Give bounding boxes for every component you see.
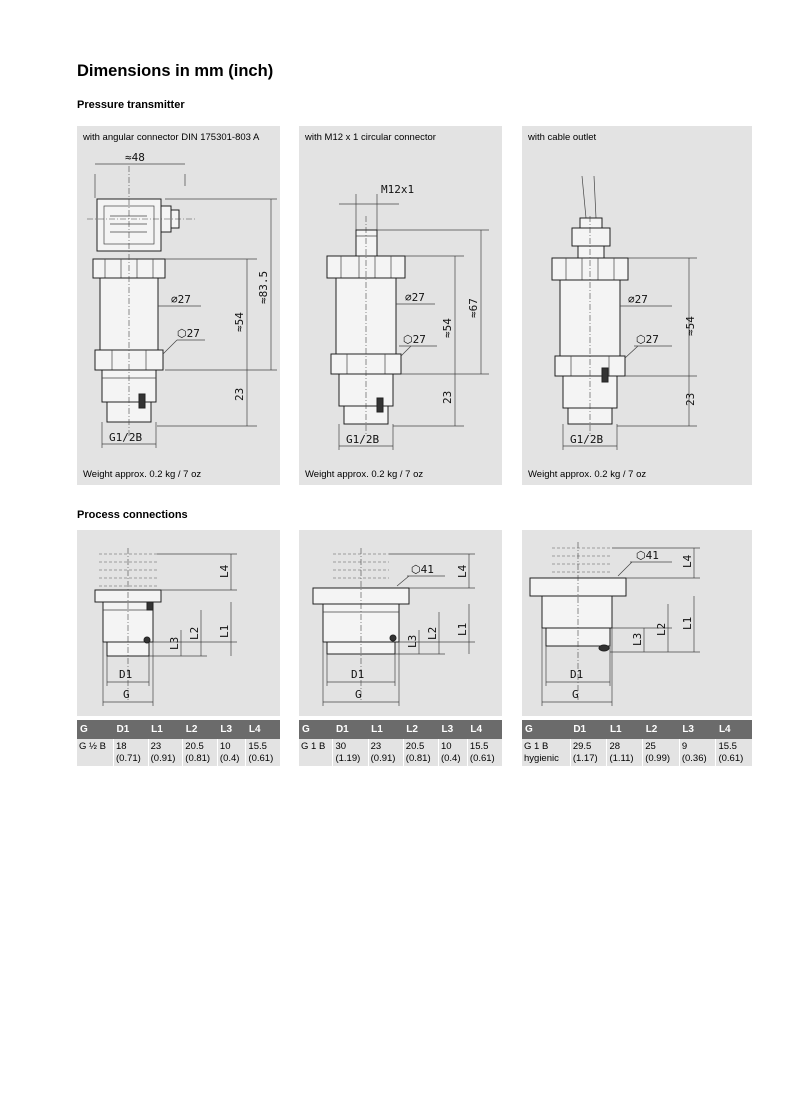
dim-h1-label: ≈54 [684, 316, 697, 336]
label-d1: D1 [570, 668, 584, 681]
label-l2: L2 [426, 626, 439, 640]
transmitter-panel-angular-connector [77, 126, 280, 485]
table-header-row [299, 720, 502, 739]
process-connection-table-1 [77, 720, 280, 766]
col-header-l4: L4 [467, 720, 502, 739]
dim-h1-label: ≈54 [233, 312, 246, 332]
cable-outlet-drawing [522, 126, 752, 485]
label-l4: L4 [681, 554, 694, 568]
dim-hex-label: ⬡27 [636, 333, 659, 346]
panel-caption: with M12 x 1 circular connector [305, 132, 436, 143]
col-header-l2: L2 [403, 720, 438, 739]
cell-l2: 20.5 (0.81) [403, 739, 438, 766]
label-hex: ⬡41 [411, 563, 434, 576]
col-header-g: G [299, 720, 333, 739]
col-header-g: G [77, 720, 114, 739]
dim-thread-label: G1/2B [109, 431, 143, 444]
angular-connector-drawing [77, 126, 280, 485]
col-header-d1: D1 [570, 720, 607, 739]
dim-h2-label: ≈83.5 [257, 270, 270, 304]
weight-text: Weight approx. 0.2 kg / 7 oz [528, 469, 647, 480]
cell-l1: 23 (0.91) [368, 739, 403, 766]
col-header-l1: L1 [148, 720, 183, 739]
cell-d1: 30 (1.19) [333, 739, 368, 766]
section-heading-pressure-transmitter: Pressure transmitter [77, 99, 185, 111]
dim-h1-label: ≈54 [441, 318, 454, 338]
dim-diameter-label: ⌀27 [405, 291, 425, 304]
cell-l2: 25 (0.99) [643, 739, 680, 766]
table-header-row [522, 720, 752, 739]
dim-hex-label: ⬡27 [403, 333, 426, 346]
table-row [299, 739, 502, 766]
label-hex: ⬡41 [636, 549, 659, 562]
cell-d1: 29.5 (1.17) [570, 739, 607, 766]
process-connection-table-2 [299, 720, 502, 766]
panel-caption: with angular connector DIN 175301-803 A [83, 132, 260, 143]
cell-l2: 20.5 (0.81) [183, 739, 218, 766]
m12-connector-drawing [299, 126, 502, 485]
label-l3: L3 [406, 634, 419, 648]
cell-l4: 15.5 (0.61) [246, 739, 280, 766]
cell-l1: 23 (0.91) [148, 739, 183, 766]
cell-l4: 15.5 (0.61) [467, 739, 502, 766]
label-l1: L1 [456, 622, 469, 636]
label-l2: L2 [188, 626, 201, 640]
process-connection-3-svg [522, 530, 752, 716]
label-d1: D1 [351, 668, 365, 681]
process-connection-drawing-1 [77, 530, 280, 716]
weight-text: Weight approx. 0.2 kg / 7 oz [83, 469, 202, 480]
process-connection-2-svg [299, 530, 502, 716]
col-header-d1: D1 [114, 720, 149, 739]
page-title: Dimensions in mm (inch) [77, 62, 274, 80]
dim-h3-label: 23 [684, 392, 697, 406]
dim-diameter-label: ⌀27 [171, 293, 191, 306]
label-l2: L2 [655, 622, 668, 636]
dim-hex-label: ⬡27 [177, 327, 200, 340]
label-g: G [572, 688, 579, 701]
label-l4: L4 [218, 564, 231, 578]
col-header-l4: L4 [246, 720, 280, 739]
col-header-l3: L3 [438, 720, 467, 739]
dim-width-label: ≈48 [125, 151, 145, 164]
process-connection-table-3 [522, 720, 752, 766]
label-l1: L1 [681, 616, 694, 630]
transmitter-panel-cable-outlet [522, 126, 752, 485]
label-d1: D1 [119, 668, 133, 681]
label-g: G [123, 688, 130, 701]
dim-h3-label: 23 [441, 390, 454, 404]
section-heading-process-connections: Process connections [77, 509, 188, 521]
label-l3: L3 [168, 636, 181, 650]
col-header-g: G [522, 720, 570, 739]
cell-l3: 9 (0.36) [679, 739, 716, 766]
table-row [77, 739, 280, 766]
process-connection-drawing-2 [299, 530, 502, 716]
dim-diameter-label: ⌀27 [628, 293, 648, 306]
col-header-l1: L1 [368, 720, 403, 739]
cell-l3: 10 (0.4) [217, 739, 246, 766]
label-l1: L1 [218, 624, 231, 638]
cell-g: G ½ B [77, 739, 114, 766]
cell-d1: 18 (0.71) [114, 739, 149, 766]
col-header-l3: L3 [217, 720, 246, 739]
label-l4: L4 [456, 564, 469, 578]
col-header-d1: D1 [333, 720, 368, 739]
table-header-row [77, 720, 280, 739]
process-connection-1-svg [77, 530, 280, 716]
dim-h2-label: ≈67 [467, 298, 480, 318]
table-row [522, 739, 752, 766]
cell-l4: 15.5 (0.61) [716, 739, 752, 766]
dim-connector-label: M12x1 [381, 183, 415, 196]
dim-h3-label: 23 [233, 387, 246, 401]
col-header-l2: L2 [643, 720, 680, 739]
panel-caption: with cable outlet [528, 132, 597, 143]
cell-g: G 1 B [299, 739, 333, 766]
weight-text: Weight approx. 0.2 kg / 7 oz [305, 469, 424, 480]
dim-thread-label: G1/2B [570, 433, 604, 446]
label-g: G [355, 688, 362, 701]
dim-thread-label: G1/2B [346, 433, 380, 446]
col-header-l4: L4 [716, 720, 752, 739]
transmitter-panel-m12-connector [299, 126, 502, 485]
cell-g: G 1 B hygienic [522, 739, 570, 766]
process-connection-drawing-3 [522, 530, 752, 716]
col-header-l1: L1 [607, 720, 643, 739]
cell-l1: 28 (1.11) [607, 739, 643, 766]
col-header-l3: L3 [679, 720, 716, 739]
cell-l3: 10 (0.4) [438, 739, 467, 766]
label-l3: L3 [631, 632, 644, 646]
col-header-l2: L2 [183, 720, 218, 739]
